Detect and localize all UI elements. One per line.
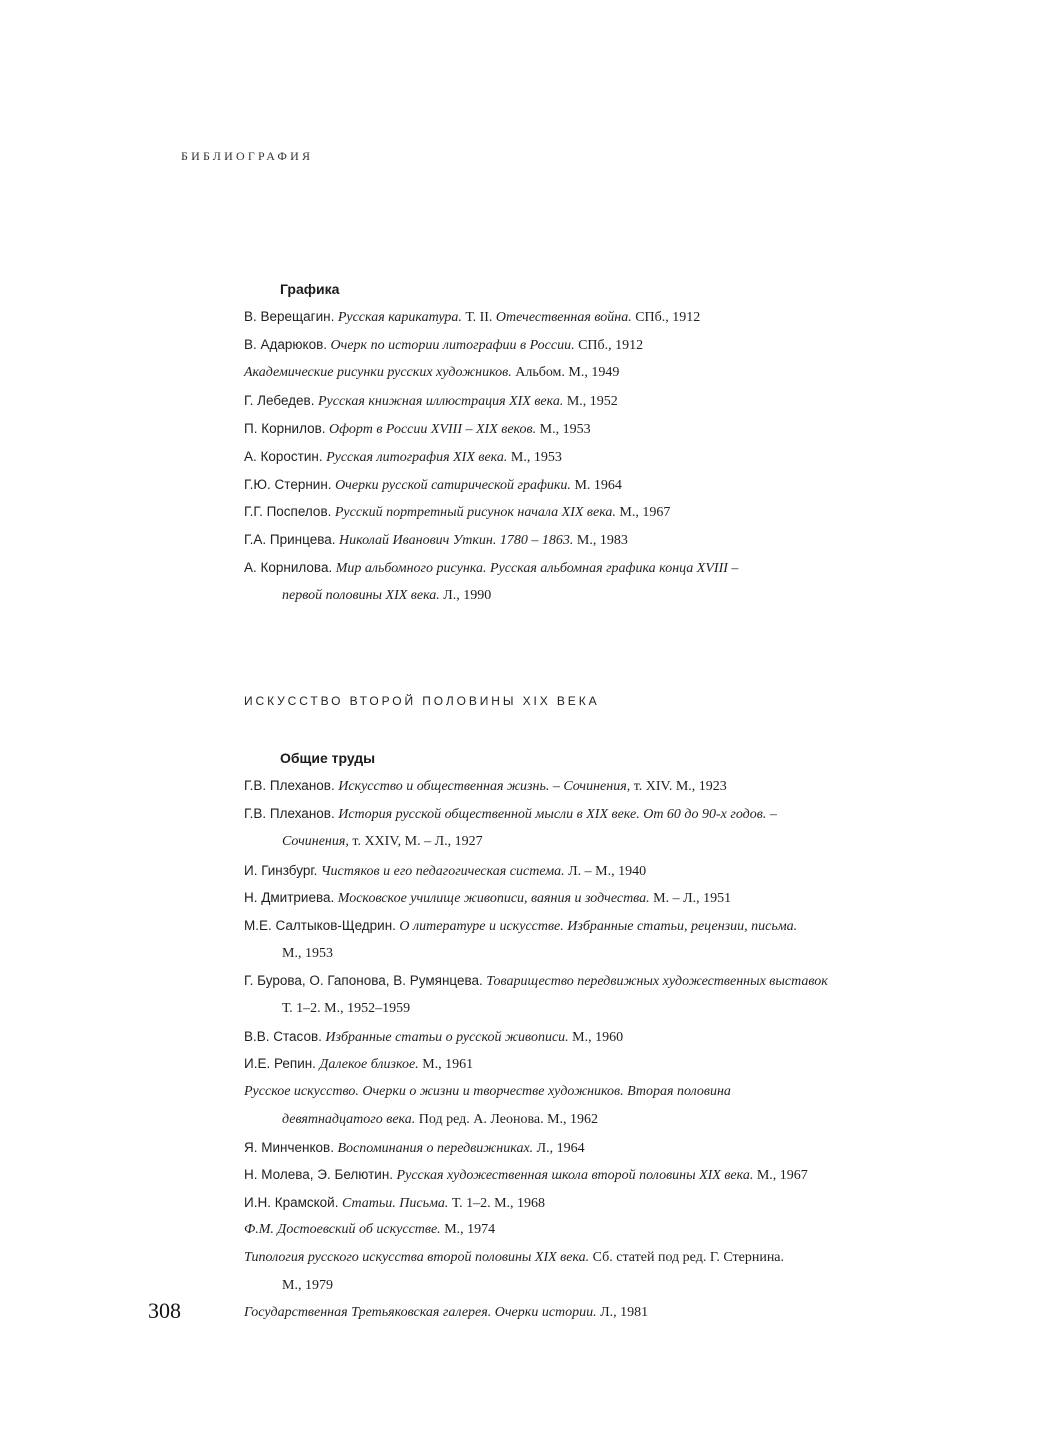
bibliography-entry <box>244 1139 964 1167</box>
entry-details: М., 1953 <box>539 422 591 437</box>
entry-author: Н. Молева, Э. Белютин. <box>244 1167 394 1182</box>
entry-author: Г. Бурова, О. Гапонова, В. Румянцева. <box>244 973 483 988</box>
entry-details: М. – Л., 1951 <box>653 891 732 906</box>
entry-details: Т. 1–2. М., 1968 <box>451 1196 546 1211</box>
entry-title: История русской общественной мысли в XIX веке. От 60 до 90-х годов. – <box>338 807 777 822</box>
entry-details: М., 1979 <box>282 1278 333 1293</box>
entry-title: Русская литография XIX века. <box>326 450 508 465</box>
entry-title: Русское искусство. Очерки о жизни и творчестве художников. Вторая половина <box>244 1084 731 1099</box>
entry-author: В. Адарюков. <box>244 337 328 352</box>
entry-title: Мир альбомного рисунка. Русская альбомная графика конца XVIII – <box>335 561 739 576</box>
entry-title: Очерк по истории литографии в России. <box>330 338 575 353</box>
entry-details: Сб. статей под ред. Г. Стернина. <box>592 1250 785 1265</box>
entry-details: М., 1967 <box>619 505 671 520</box>
entry-details: М., 1953 <box>510 450 562 465</box>
bibliography-entry <box>244 448 964 476</box>
bibliography-entry <box>244 1249 964 1305</box>
entry-author: П. Корнилов. <box>244 421 326 436</box>
bibliography-entry <box>244 476 964 504</box>
entry-details: М., 1960 <box>572 1030 624 1045</box>
entry-title: О литературе и искусстве. Избранные статьи, рецензии, письма. <box>399 919 798 934</box>
entry-details: Т. II. <box>465 310 493 325</box>
entry-title: Отечественная война. <box>495 310 632 325</box>
entry-title: Московское училище живописи, ваяния и зодчества. <box>337 891 650 906</box>
bibliography-entry <box>244 1055 964 1083</box>
bibliography-entry <box>244 777 964 805</box>
bibliography-entry <box>244 503 964 531</box>
entry-details: Л., 1990 <box>443 588 492 603</box>
entry-details: М., 1952 <box>566 394 618 409</box>
bibliography-entry <box>244 420 964 448</box>
bibliography-entry <box>244 1083 964 1139</box>
entry-author: И.Н. Крамской. <box>244 1195 339 1210</box>
entry-details: т. XIV. М., 1923 <box>633 779 727 794</box>
entry-author: В.В. Стасов. <box>244 1029 322 1044</box>
entry-title: Русская художественная школа второй половины XIX века. <box>396 1168 754 1183</box>
entry-title: Академические рисунки русских художников. <box>244 365 512 380</box>
entry-details: Т. 1–2. М., 1952–1959 <box>282 1001 411 1016</box>
bibliography-entry <box>244 1166 964 1194</box>
entry-details: т. XXIV, М. – Л., 1927 <box>352 834 483 849</box>
subheading-general-works: Общие труды <box>280 750 376 766</box>
entry-title: Далекое близкое. <box>319 1057 419 1072</box>
bibliography-entry <box>244 531 964 559</box>
running-head: БИБЛИОГРАФИЯ <box>181 149 314 163</box>
entry-details: М., 1974 <box>444 1222 496 1237</box>
bibliography-entry <box>244 917 964 973</box>
bibliography-entry <box>244 1221 964 1249</box>
bibliography-entry <box>244 805 964 861</box>
entry-title: Избранные статьи о русской живописи. <box>325 1030 569 1045</box>
entry-details: СПб., 1912 <box>578 338 644 353</box>
entry-details: СПб., 1912 <box>635 310 701 325</box>
entry-title: Искусство и общественная жизнь. – Сочинения, <box>338 779 631 794</box>
entry-title: Русская книжная иллюстрация XIX века. <box>317 394 564 409</box>
entry-title: девятнадцатого века. <box>282 1112 416 1127</box>
bibliography-entry <box>244 392 964 420</box>
entry-author: В. Верещагин. <box>244 309 335 324</box>
page-number: 308 <box>148 1298 181 1323</box>
entry-details: Л., 1964 <box>536 1141 585 1156</box>
entry-details: М. 1964 <box>574 478 622 493</box>
bibliography-entry <box>244 364 964 392</box>
entry-author: А. Корнилова. <box>244 560 333 575</box>
bibliography-entry <box>244 862 964 890</box>
section-heading: ИСКУССТВО ВТОРОЙ ПОЛОВИНЫ XIX ВЕКА <box>244 694 600 708</box>
bibliography-entry <box>244 336 964 364</box>
entry-details: М., 1967 <box>756 1168 808 1183</box>
entry-details: Л., 1981 <box>600 1305 649 1320</box>
entry-title: Русский портретный рисунок начала XIX века. <box>334 505 616 520</box>
entry-author: Г.А. Принцева. <box>244 532 336 547</box>
entry-author: Г.Ю. Стернин. <box>244 477 332 492</box>
entry-title: Офорт в России XVIII – XIX веков. <box>329 422 537 437</box>
subheading-graphics: Графика <box>280 281 340 297</box>
entry-title: Сочинения, <box>282 834 349 849</box>
entry-author: М.Е. Салтыков-Щедрин. <box>244 918 396 933</box>
entry-title: первой половины XIX века. <box>282 588 440 603</box>
bibliography-entry <box>244 889 964 917</box>
entry-title: Николай Иванович Уткин. 1780 – 1863. <box>339 533 574 548</box>
bibliography-entry <box>244 972 964 1028</box>
entry-details: М., 1953 <box>282 946 333 961</box>
bibliography-entry <box>244 1304 964 1332</box>
entry-author: Г. Лебедев. <box>244 393 315 408</box>
entry-details: Л. – М., 1940 <box>568 864 647 879</box>
entry-title: Статьи. Письма. <box>341 1196 449 1211</box>
entry-title: Типология русского искусства второй половины XIX века. <box>244 1250 590 1265</box>
entry-author: Я. Минченков. <box>244 1140 334 1155</box>
entry-author: И. Гинзбург. <box>244 863 318 878</box>
bibliography-entry <box>244 308 964 336</box>
entry-title: Государственная Третьяковская галерея. Очерки истории. <box>244 1305 597 1320</box>
entry-title: Очерки русской сатирической графики. <box>335 478 571 493</box>
entry-author: Н. Дмитриева. <box>244 890 335 905</box>
entry-title: Русская карикатура. <box>337 310 462 325</box>
entry-author: Г.Г. Поспелов. <box>244 504 332 519</box>
entry-details: М., 1961 <box>422 1057 474 1072</box>
entry-author: Г.В. Плеханов. <box>244 778 335 793</box>
entry-details: М., 1983 <box>576 533 628 548</box>
entry-title: Товарищество передвижных художественных выставок <box>486 974 828 989</box>
bibliography-entry <box>244 1028 964 1056</box>
entry-title: Ф.М. Достоевский об искусстве. <box>244 1222 441 1237</box>
entry-details: Под ред. А. Леонова. М., 1962 <box>418 1112 599 1127</box>
entry-title: Воспоминания о передвижниках. <box>337 1141 534 1156</box>
entry-title: Чистяков и его педагогическая система. <box>320 864 565 879</box>
bibliography-entry <box>244 559 964 615</box>
bibliography-entry <box>244 1194 964 1222</box>
entry-details: Альбом. М., 1949 <box>515 365 620 380</box>
entry-author: И.Е. Репин. <box>244 1056 316 1071</box>
entry-author: Г.В. Плеханов. <box>244 806 335 821</box>
entry-author: А. Коростин. <box>244 449 323 464</box>
